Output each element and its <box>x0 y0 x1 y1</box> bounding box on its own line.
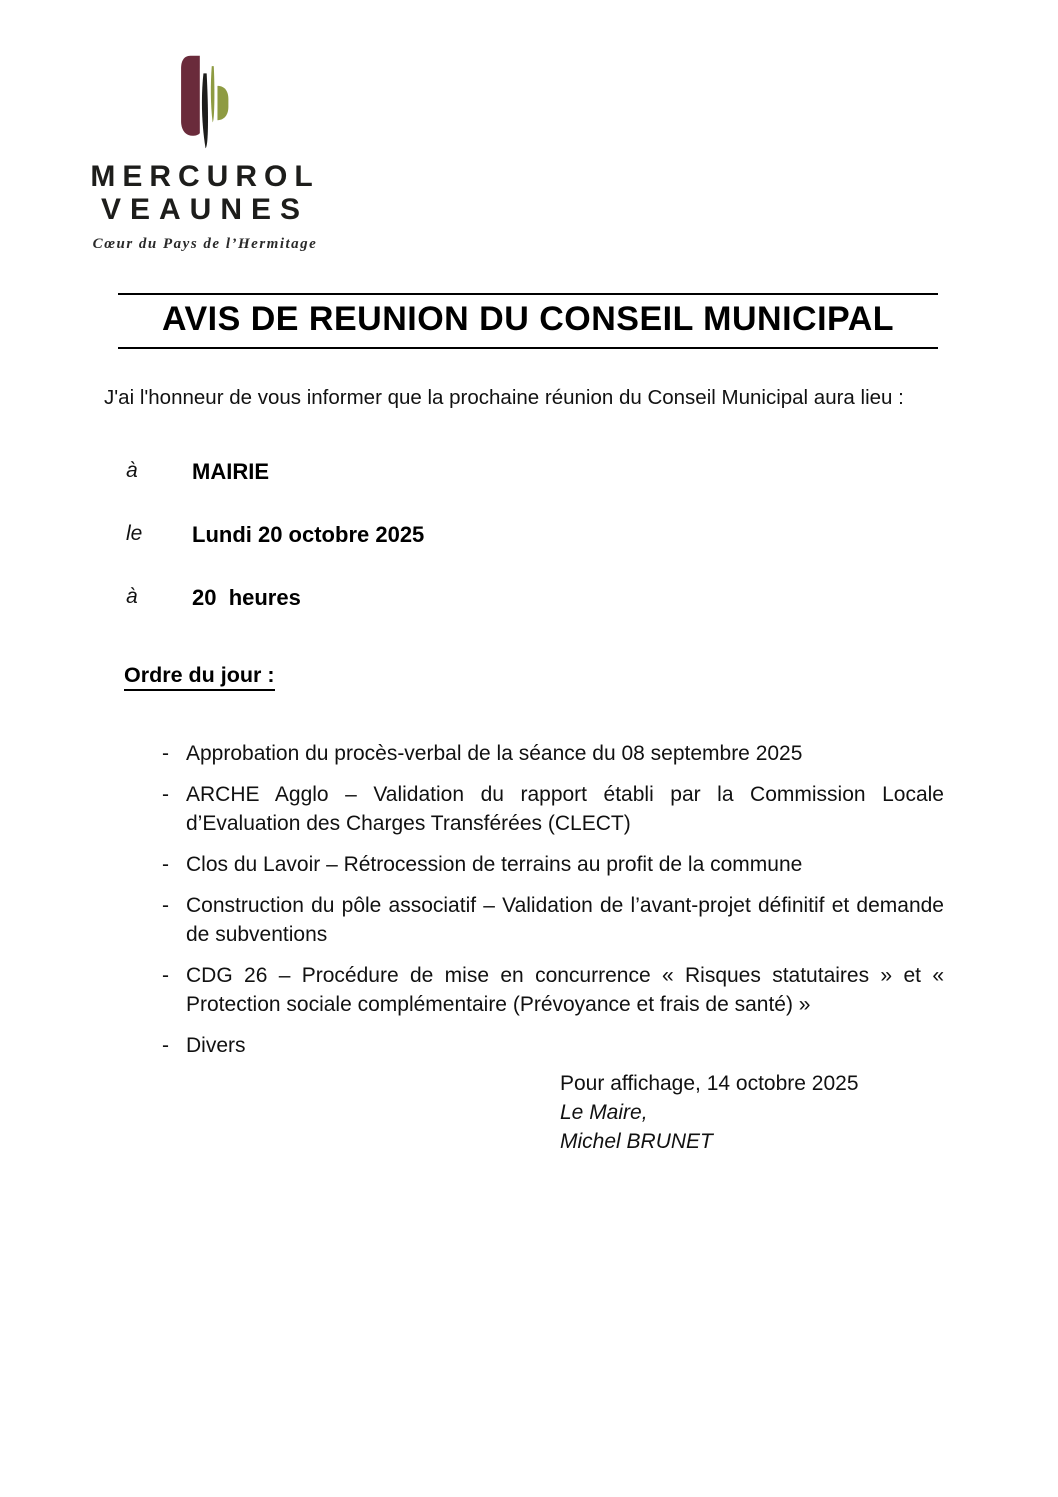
meeting-date-label: le <box>126 522 143 545</box>
agenda-bullet: - <box>162 742 169 765</box>
notice-title: AVIS DE REUNION DU CONSEIL MUNICIPAL <box>161 300 895 338</box>
signer-role: Le Maire, <box>560 1100 648 1124</box>
agenda-bullet: - <box>162 782 169 806</box>
agenda-item <box>162 781 944 839</box>
meeting-date-row <box>126 522 726 548</box>
signer-name: Michel BRUNET <box>560 1129 713 1153</box>
agenda-item-text: Construction du pôle associatif – Validation de l’avant-projet définitif et demande de subventions <box>186 893 944 946</box>
intro-sentence: J'ai l'honneur de vous informer que la prochaine réunion du Conseil Municipal aura lieu : <box>104 386 904 409</box>
meeting-date-value: Lundi 20 octobre 2025 <box>192 522 425 547</box>
agenda-bullet: - <box>162 1033 169 1057</box>
agenda-item-text: Clos du Lavoir – Rétrocession de terrains au profit de la commune <box>186 852 803 876</box>
commune-tagline: Cœur du Pays de l’Hermitage <box>92 236 318 252</box>
commune-name-line2: VEAUNES <box>100 193 310 226</box>
meeting-place-label: à <box>126 459 138 482</box>
agenda-item-text: Divers <box>186 1033 246 1057</box>
commune-name-line1: MERCUROL <box>90 160 320 193</box>
agenda-bullet: - <box>162 852 169 876</box>
meeting-place-row <box>126 459 726 485</box>
agenda-item-text: CDG 26 – Procédure de mise en concurrence « Risques statutaires » et « Protection sociale complémentaire (Prévoyance et frais de santé) » <box>186 963 944 1016</box>
agenda-bullet: - <box>162 963 169 987</box>
meeting-time-value: 20 heures <box>192 585 301 610</box>
agenda-item-text: Approbation du procès-verbal de la séance du 08 septembre 2025 <box>186 742 803 765</box>
agenda-bullet: - <box>162 893 169 917</box>
notice-title-block <box>118 293 938 349</box>
commune-logo-icon <box>179 52 231 152</box>
commune-logo <box>72 52 338 253</box>
meeting-details <box>126 459 726 648</box>
meeting-time-row <box>126 585 726 611</box>
signature-block <box>560 1070 859 1157</box>
agenda-item <box>162 892 944 950</box>
posting-date: Pour affichage, 14 octobre 2025 <box>560 1072 859 1095</box>
agenda-item <box>162 962 944 1020</box>
agenda-item <box>162 1032 944 1061</box>
agenda-item <box>162 740 944 769</box>
meeting-time-label: à <box>126 585 138 608</box>
agenda-heading: Ordre du jour : <box>124 663 275 691</box>
agenda-list <box>162 740 944 1073</box>
agenda-item-text: ARCHE Agglo – Validation du rapport établi par la Commission Locale d’Evaluation des Charges Transférées (CLECT) <box>186 782 944 835</box>
meeting-place-value: MAIRIE <box>192 459 269 484</box>
agenda-item <box>162 851 944 880</box>
